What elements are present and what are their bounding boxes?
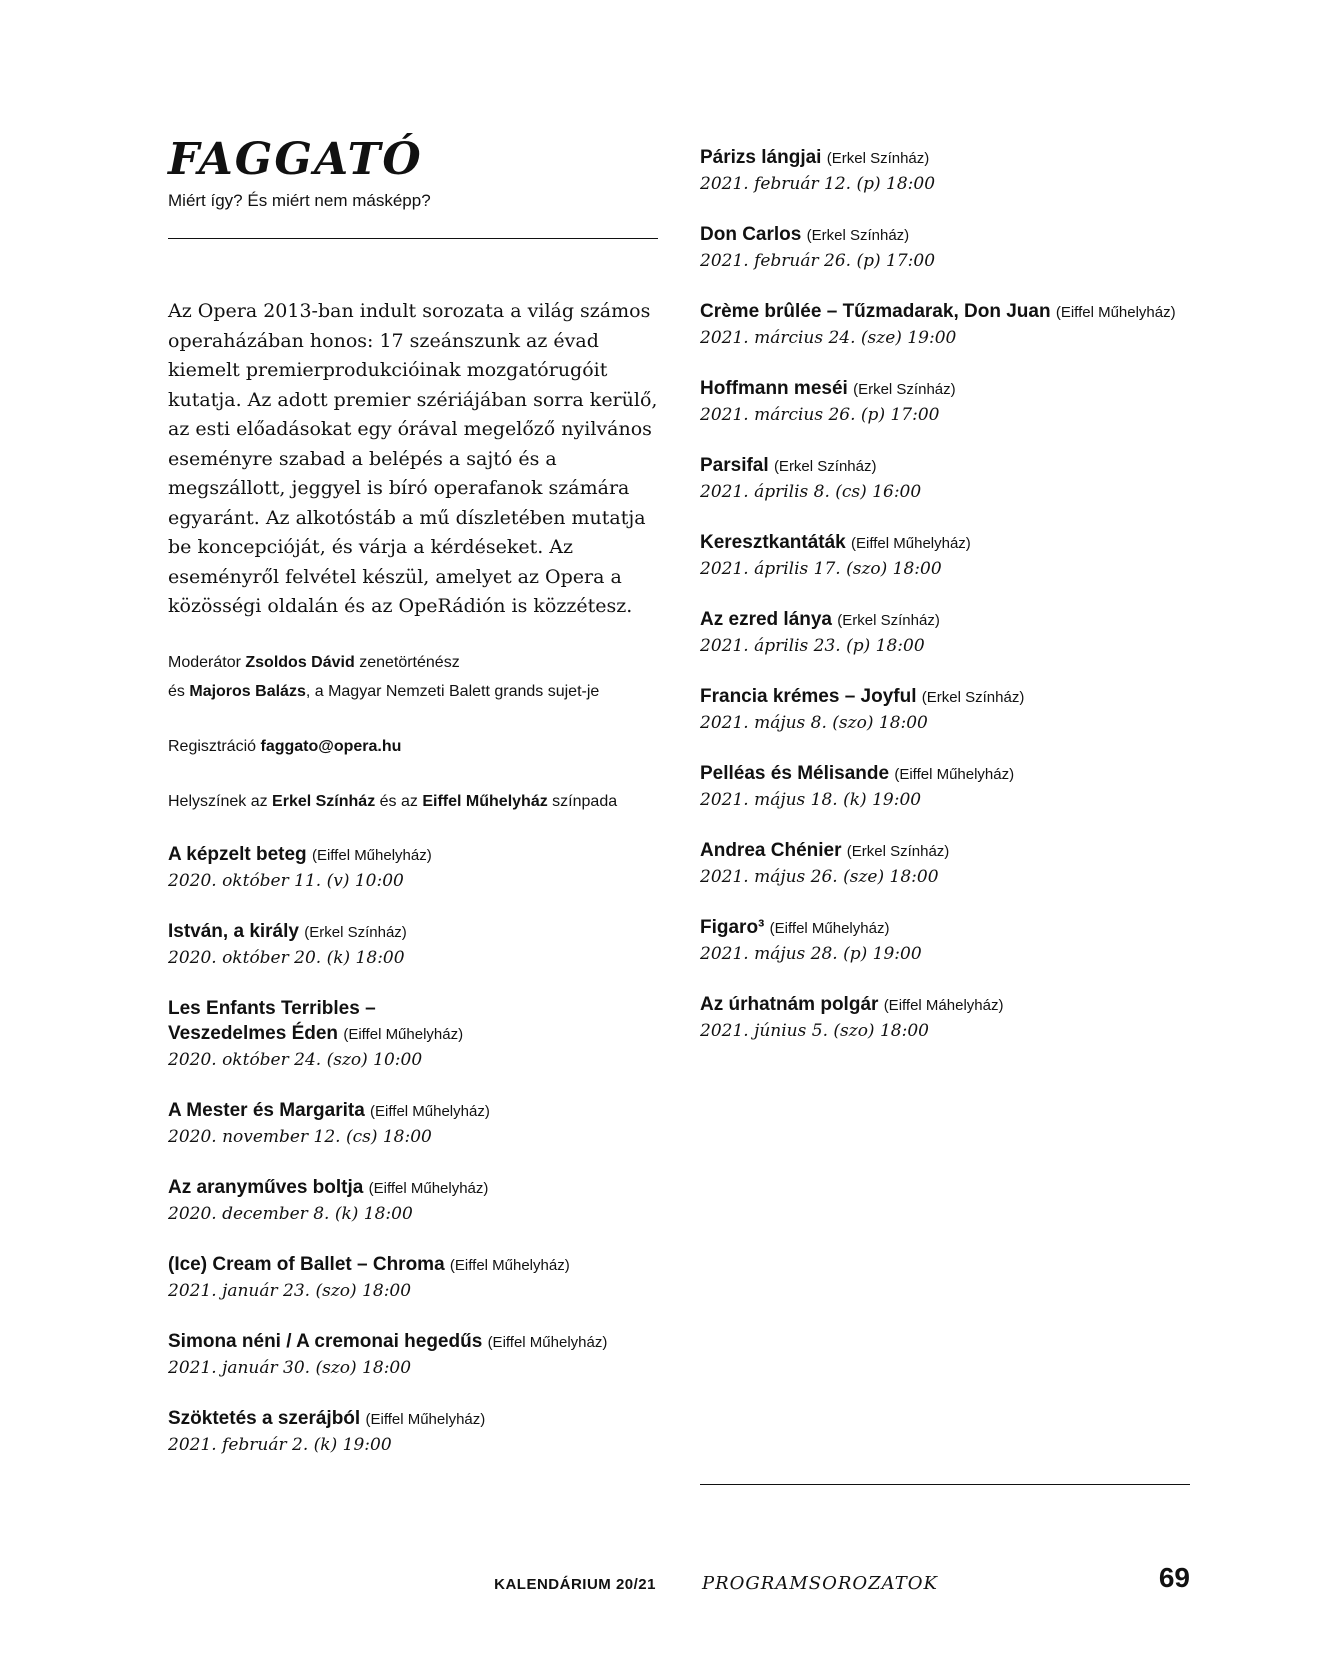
co-moderator-role: , a Magyar Nemzeti Balett grands sujet-je <box>305 682 600 700</box>
event-date: 2021. május 8. (szo) 18:00 <box>700 713 928 733</box>
event-title-line <box>168 1406 658 1432</box>
intro-paragraph: Az Opera 2013-ban indult sorozata a világ számos operaházában honos: 17 szeánszunk az évad kiemelt premierprodukcióinak mozgatórugóit kutatja. Az adott premier szériájában sorra kerülő, az esti előadásokat egy órával megelőző nyilvános eseményre szabad a belépés a sajtó és a megszállott, jeggyel is bíró operafanok számára egyaránt. Az alkotóstáb a mű díszletében mutatja be koncepcióját, és várja a kérdéseket. Az eseményről felvétel készül, amelyet az Opera a közösségi oldalán és az OpeRádión is közzétesz. <box>168 300 658 617</box>
event-venue: (Erkel Színház) <box>304 923 407 941</box>
event-title-line <box>700 915 1190 941</box>
moderator-role: zenetörténész <box>359 653 460 671</box>
event-title-line <box>700 530 1190 556</box>
registration-line <box>168 732 658 761</box>
event-date: 2021. március 24. (sze) 19:00 <box>700 328 957 348</box>
event-item <box>700 145 1190 197</box>
event-venue: (Erkel Színház) <box>921 689 1025 706</box>
event-date: 2021. április 23. (p) 18:00 <box>700 636 925 656</box>
event-venue: (Eiffel Műhelyház) <box>311 846 432 864</box>
event-date: 2021. május 26. (sze) 18:00 <box>700 867 939 887</box>
event-venue: (Erkel Színház) <box>853 381 956 398</box>
event-venue: (Eiffel Máhelyház) <box>883 997 1004 1014</box>
event-venue: (Eiffel Műhelyház) <box>365 1410 486 1428</box>
event-title-line <box>700 453 1190 479</box>
event-title: Az aranyműves boltja <box>168 1176 364 1198</box>
venue-eiffel: Eiffel Műhelyház <box>422 792 548 810</box>
event-item <box>700 299 1190 351</box>
event-date: 2020. október 20. (k) 18:00 <box>168 947 405 968</box>
event-title-line <box>168 996 658 1047</box>
venues-middle: és az <box>379 792 418 810</box>
event-item <box>700 761 1190 813</box>
event-title: Szöktetés a szerájból <box>168 1407 361 1429</box>
event-venue: (Eiffel Műhelyház) <box>894 766 1015 783</box>
left-column <box>168 132 658 1483</box>
event-item <box>700 992 1190 1044</box>
page-subtitle: Miért így? És miért nem másképp? <box>168 191 431 210</box>
event-date: 2021. június 5. (szo) 18:00 <box>700 1021 929 1041</box>
footer-publication: KALENDÁRIUM 20/21 <box>494 1576 656 1593</box>
event-title-continued: Veszedelmes Éden <box>168 1022 339 1044</box>
info-block <box>168 648 658 816</box>
event-list-right <box>700 145 1190 1044</box>
event-list-left <box>168 842 658 1458</box>
event-item <box>700 915 1190 967</box>
event-title-line <box>700 299 1190 325</box>
event-title: Don Carlos <box>700 224 802 245</box>
right-column <box>700 145 1190 1069</box>
moderator-name: Zsoldos Dávid <box>245 653 355 671</box>
event-venue: (Eiffel Műhelyház) <box>449 1256 570 1274</box>
moderator-line-1 <box>168 648 658 677</box>
event-item <box>700 607 1190 659</box>
and-word: és <box>168 682 185 700</box>
event-date: 2020. október 24. (szo) 10:00 <box>168 1049 423 1070</box>
event-title-line <box>168 842 658 868</box>
event-venue: (Eiffel Műhelyház) <box>370 1102 490 1120</box>
venue-erkel: Erkel Színház <box>272 792 376 810</box>
moderator-label: Moderátor <box>168 653 241 671</box>
event-title: Párizs lángjai <box>700 147 822 168</box>
moderator-line-2 <box>168 677 658 706</box>
venues-prefix: Helyszínek az <box>168 792 268 810</box>
event-title-line <box>168 1175 658 1201</box>
page-number: 69 <box>1158 1562 1190 1593</box>
event-title-line <box>700 761 1190 787</box>
event-title-line <box>168 1329 658 1355</box>
event-title-line <box>700 838 1190 864</box>
event-title: A képzelt beteg <box>168 843 307 865</box>
event-title: Andrea Chénier <box>700 840 842 861</box>
footer-section: PROGRAMSOROZATOK <box>702 1573 938 1594</box>
event-date: 2021. március 26. (p) 17:00 <box>700 405 940 425</box>
event-item <box>168 1406 658 1458</box>
venues-line <box>168 787 658 816</box>
event-item <box>168 1329 658 1381</box>
event-title: A Mester és Margarita <box>168 1099 365 1121</box>
event-item <box>168 996 658 1073</box>
event-date: 2021. január 30. (szo) 18:00 <box>168 1357 412 1378</box>
event-venue: (Eiffel Műhelyház) <box>368 1179 489 1197</box>
page-title: FAGGATÓ <box>168 134 423 185</box>
event-item <box>700 838 1190 890</box>
event-venue: (Eiffel Műhelyház) <box>487 1333 608 1351</box>
event-title: Simona néni / A cremonai hegedűs <box>168 1330 483 1352</box>
event-item <box>700 530 1190 582</box>
event-title: Az ezred lánya <box>700 609 832 630</box>
registration-label: Regisztráció <box>168 737 257 755</box>
event-item <box>700 376 1190 428</box>
co-moderator-name: Majoros Balázs <box>189 682 306 700</box>
event-date: 2021. február 26. (p) 17:00 <box>700 251 936 271</box>
event-title: Pelléas és Mélisande <box>700 763 890 784</box>
event-venue: (Erkel Színház) <box>806 227 910 244</box>
event-item <box>168 842 658 894</box>
event-venue: (Eiffel Műhelyház) <box>851 535 971 552</box>
event-venue: (Erkel Színház) <box>773 458 877 475</box>
registration-email[interactable]: faggato@opera.hu <box>260 737 402 755</box>
event-item <box>168 1175 658 1227</box>
event-date: 2021. május 28. (p) 19:00 <box>700 944 922 964</box>
event-title-line <box>168 1252 658 1278</box>
event-title: Keresztkantáták <box>700 532 846 553</box>
event-item <box>700 453 1190 505</box>
venues-suffix: színpada <box>552 792 618 810</box>
event-title-line <box>168 1098 658 1124</box>
event-venue: (Eiffel Műhelyház) <box>769 920 890 937</box>
event-item <box>168 919 658 971</box>
event-date: 2021. április 8. (cs) 16:00 <box>700 482 922 502</box>
event-title: Figaro³ <box>700 917 765 938</box>
event-title: Az úrhatnám polgár <box>700 994 879 1015</box>
event-title-line <box>700 992 1190 1018</box>
event-date: 2021. április 17. (szo) 18:00 <box>700 559 942 579</box>
event-title-line <box>700 145 1190 171</box>
event-title: (Ice) Cream of Ballet – Chroma <box>168 1253 445 1275</box>
event-title-line <box>700 684 1190 710</box>
event-venue: (Eiffel Műhelyház) <box>1055 304 1176 321</box>
event-date: 2021. január 23. (szo) 18:00 <box>168 1280 412 1301</box>
event-title: Crème brûlée – Tűzmadarak, Don Juan <box>700 301 1051 322</box>
event-venue: (Erkel Színház) <box>846 843 950 860</box>
event-title: Parsifal <box>700 455 769 476</box>
event-title: István, a király <box>168 920 299 942</box>
event-item <box>700 684 1190 736</box>
event-venue: (Erkel Színház) <box>826 150 930 167</box>
event-venue: (Erkel Színház) <box>837 612 940 629</box>
event-date: 2021. február 12. (p) 18:00 <box>700 174 936 194</box>
event-title-line <box>700 222 1190 248</box>
event-title-line <box>168 919 658 945</box>
event-venue: (Eiffel Műhelyház) <box>343 1025 464 1043</box>
event-title: Hoffmann meséi <box>700 378 848 399</box>
event-item <box>168 1098 658 1150</box>
event-date: 2020. december 8. (k) 18:00 <box>168 1203 413 1224</box>
event-date: 2021. február 2. (k) 19:00 <box>168 1434 392 1455</box>
event-title: Les Enfants Terribles – <box>168 997 376 1019</box>
event-item <box>700 222 1190 274</box>
event-date: 2021. május 18. (k) 19:00 <box>700 790 922 810</box>
event-item <box>168 1252 658 1304</box>
bottom-divider <box>700 1484 1190 1485</box>
title-divider <box>168 238 658 239</box>
event-title-line <box>700 376 1190 402</box>
event-title-line <box>700 607 1190 633</box>
event-date: 2020. november 12. (cs) 18:00 <box>168 1126 432 1147</box>
event-date: 2020. október 11. (v) 10:00 <box>168 870 404 891</box>
event-title: Francia krémes – Joyful <box>700 686 917 707</box>
